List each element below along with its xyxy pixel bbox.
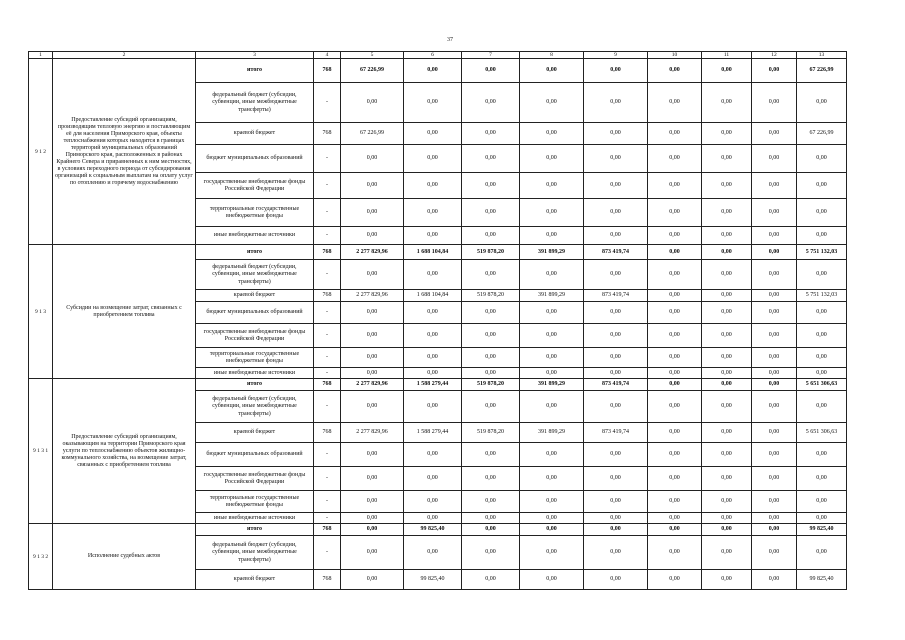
value-cell: 0,00 <box>752 348 797 368</box>
value-cell: 67 226,99 <box>797 123 847 145</box>
value-cell: 0,00 <box>752 524 797 536</box>
value-cell: 0,00 <box>752 368 797 379</box>
value-cell: 0,00 <box>584 443 648 467</box>
value-cell: 2 277 829,96 <box>341 379 404 391</box>
value-cell: 0,00 <box>404 324 462 348</box>
funding-source: бюджет муниципальных образований <box>196 302 314 324</box>
value-cell: 0,00 <box>462 536 520 570</box>
value-cell: 0,00 <box>752 260 797 290</box>
value-cell: 0,00 <box>648 536 702 570</box>
value-cell: 0,00 <box>702 391 752 423</box>
value-cell: 0,00 <box>462 348 520 368</box>
value-cell: 0,00 <box>702 570 752 590</box>
value-cell: 0,00 <box>404 123 462 145</box>
value-cell: 0,00 <box>648 290 702 302</box>
value-cell: 0,00 <box>584 83 648 123</box>
value-cell: 0,00 <box>702 423 752 443</box>
value-cell: 0,00 <box>702 302 752 324</box>
funding-source: федеральный бюджет (субсидии, субвенции, иные межбюджетные трансферты) <box>196 391 314 423</box>
row-code: 9 1 3 <box>29 245 53 379</box>
value-cell: 2 277 829,96 <box>341 245 404 260</box>
value-cell: 0,00 <box>584 348 648 368</box>
value-cell: 0,00 <box>462 83 520 123</box>
value-cell: 0,00 <box>404 368 462 379</box>
column-header: 7 <box>462 52 520 59</box>
value-cell: 0,00 <box>752 199 797 227</box>
value-cell: 67 226,99 <box>341 59 404 83</box>
value-cell: 0,00 <box>462 570 520 590</box>
value-cell: 0,00 <box>584 513 648 524</box>
value-cell: 0,00 <box>404 145 462 173</box>
value-cell: 0,00 <box>797 491 847 513</box>
value-cell: 0,00 <box>752 570 797 590</box>
grbs-code: - <box>314 302 341 324</box>
table-row <box>29 245 847 260</box>
value-cell: 0,00 <box>404 391 462 423</box>
value-cell: 0,00 <box>752 302 797 324</box>
activity-name: Предоставление субсидий организациям, оказывающим на территории Приморского края услуги по теплоснабжению объектов жилищно-коммунального хозяйства, на возмещение затрат, связанных с приобретением топлива <box>53 379 196 524</box>
value-cell: 0,00 <box>404 227 462 245</box>
value-cell: 873 419,74 <box>584 290 648 302</box>
value-cell: 0,00 <box>462 302 520 324</box>
value-cell: 0,00 <box>584 302 648 324</box>
funding-source: федеральный бюджет (субсидии, субвенции, иные межбюджетные трансферты) <box>196 260 314 290</box>
value-cell: 0,00 <box>752 379 797 391</box>
value-cell: 0,00 <box>584 260 648 290</box>
value-cell: 5 651 306,63 <box>797 379 847 391</box>
column-header: 4 <box>314 52 341 59</box>
value-cell: 1 688 104,84 <box>404 245 462 260</box>
value-cell: 0,00 <box>702 227 752 245</box>
value-cell: 0,00 <box>520 145 584 173</box>
funding-source: итого <box>196 379 314 391</box>
value-cell: 99 825,40 <box>797 570 847 590</box>
value-cell: 0,00 <box>648 368 702 379</box>
value-cell: 0,00 <box>752 423 797 443</box>
value-cell: 0,00 <box>648 513 702 524</box>
value-cell: 0,00 <box>341 467 404 491</box>
budget-table <box>28 51 847 590</box>
value-cell: 0,00 <box>404 59 462 83</box>
value-cell: 0,00 <box>462 443 520 467</box>
value-cell: 0,00 <box>404 348 462 368</box>
grbs-code: - <box>314 443 341 467</box>
value-cell: 2 277 829,96 <box>341 423 404 443</box>
value-cell: 873 419,74 <box>584 423 648 443</box>
value-cell: 0,00 <box>648 348 702 368</box>
value-cell: 0,00 <box>520 467 584 491</box>
activity-name: Субсидии на возмещение затрат, связанных с приобретением топлива <box>53 245 196 379</box>
value-cell: 0,00 <box>702 368 752 379</box>
value-cell: 0,00 <box>648 423 702 443</box>
value-cell: 99 825,40 <box>404 570 462 590</box>
value-cell: 0,00 <box>752 491 797 513</box>
column-header: 2 <box>53 52 196 59</box>
funding-source: иные внебюджетные источники <box>196 513 314 524</box>
value-cell: 0,00 <box>797 173 847 199</box>
value-cell: 0,00 <box>702 536 752 570</box>
value-cell: 0,00 <box>584 368 648 379</box>
value-cell: 0,00 <box>584 570 648 590</box>
value-cell: 0,00 <box>752 173 797 199</box>
value-cell: 0,00 <box>797 348 847 368</box>
value-cell: 0,00 <box>584 199 648 227</box>
value-cell: 0,00 <box>462 524 520 536</box>
value-cell: 5 751 132,03 <box>797 290 847 302</box>
funding-source: иные внебюджетные источники <box>196 227 314 245</box>
value-cell: 0,00 <box>797 145 847 173</box>
value-cell: 0,00 <box>797 227 847 245</box>
value-cell: 0,00 <box>797 536 847 570</box>
value-cell: 0,00 <box>648 443 702 467</box>
value-cell: 0,00 <box>702 443 752 467</box>
grbs-code: 768 <box>314 245 341 260</box>
value-cell: 0,00 <box>797 83 847 123</box>
value-cell: 0,00 <box>648 227 702 245</box>
funding-source: краевой бюджет <box>196 570 314 590</box>
value-cell: 391 899,29 <box>520 423 584 443</box>
column-header: 1 <box>29 52 53 59</box>
grbs-code: - <box>314 227 341 245</box>
value-cell: 519 878,20 <box>462 245 520 260</box>
funding-source: государственные внебюджетные фонды Российской Федерации <box>196 467 314 491</box>
column-header: 12 <box>752 52 797 59</box>
value-cell: 0,00 <box>462 59 520 83</box>
value-cell: 0,00 <box>341 173 404 199</box>
value-cell: 67 226,99 <box>341 123 404 145</box>
value-cell: 0,00 <box>702 173 752 199</box>
column-header: 13 <box>797 52 847 59</box>
value-cell: 0,00 <box>648 83 702 123</box>
value-cell: 0,00 <box>648 324 702 348</box>
column-header: 5 <box>341 52 404 59</box>
value-cell: 0,00 <box>520 324 584 348</box>
value-cell: 0,00 <box>702 379 752 391</box>
value-cell: 0,00 <box>520 368 584 379</box>
table-row <box>29 379 847 391</box>
value-cell: 0,00 <box>797 467 847 491</box>
value-cell: 873 419,74 <box>584 379 648 391</box>
value-cell: 0,00 <box>797 368 847 379</box>
grbs-code: 768 <box>314 379 341 391</box>
value-cell: 0,00 <box>702 324 752 348</box>
value-cell: 0,00 <box>520 260 584 290</box>
grbs-code: - <box>314 145 341 173</box>
value-cell: 0,00 <box>584 524 648 536</box>
grbs-code: - <box>314 536 341 570</box>
value-cell: 0,00 <box>520 491 584 513</box>
value-cell: 0,00 <box>520 391 584 423</box>
value-cell: 391 899,29 <box>520 379 584 391</box>
value-cell: 0,00 <box>520 59 584 83</box>
funding-source: территориальные государственные внебюджетные фонды <box>196 491 314 513</box>
value-cell: 0,00 <box>702 245 752 260</box>
value-cell: 0,00 <box>341 524 404 536</box>
funding-source: итого <box>196 59 314 83</box>
funding-source: итого <box>196 524 314 536</box>
value-cell: 0,00 <box>702 467 752 491</box>
value-cell: 0,00 <box>404 83 462 123</box>
value-cell: 0,00 <box>341 391 404 423</box>
funding-source: бюджет муниципальных образований <box>196 443 314 467</box>
value-cell: 0,00 <box>584 59 648 83</box>
value-cell: 0,00 <box>462 145 520 173</box>
value-cell: 0,00 <box>341 324 404 348</box>
value-cell: 0,00 <box>648 145 702 173</box>
value-cell: 0,00 <box>752 391 797 423</box>
value-cell: 0,00 <box>341 145 404 173</box>
funding-source: итого <box>196 245 314 260</box>
value-cell: 99 825,40 <box>404 524 462 536</box>
activity-name: Исполнение судебных актов <box>53 524 196 590</box>
value-cell: 0,00 <box>520 302 584 324</box>
value-cell: 391 899,29 <box>520 245 584 260</box>
value-cell: 5 751 132,03 <box>797 245 847 260</box>
value-cell: 0,00 <box>648 570 702 590</box>
value-cell: 0,00 <box>584 324 648 348</box>
value-cell: 0,00 <box>404 536 462 570</box>
value-cell: 0,00 <box>584 145 648 173</box>
funding-source: краевой бюджет <box>196 123 314 145</box>
value-cell: 0,00 <box>702 199 752 227</box>
value-cell: 0,00 <box>520 83 584 123</box>
value-cell: 0,00 <box>648 245 702 260</box>
value-cell: 0,00 <box>797 513 847 524</box>
grbs-code: - <box>314 513 341 524</box>
page-number: 37 <box>447 37 453 43</box>
value-cell: 0,00 <box>520 199 584 227</box>
value-cell: 0,00 <box>584 227 648 245</box>
value-cell: 0,00 <box>648 467 702 491</box>
value-cell: 0,00 <box>797 443 847 467</box>
value-cell: 0,00 <box>702 524 752 536</box>
value-cell: 0,00 <box>462 467 520 491</box>
value-cell: 0,00 <box>462 199 520 227</box>
value-cell: 0,00 <box>520 524 584 536</box>
value-cell: 0,00 <box>648 123 702 145</box>
row-code: 9 1 3 1 <box>29 379 53 524</box>
value-cell: 0,00 <box>752 59 797 83</box>
value-cell: 0,00 <box>520 513 584 524</box>
row-code: 9 1 2 <box>29 59 53 245</box>
value-cell: 0,00 <box>341 227 404 245</box>
value-cell: 0,00 <box>341 302 404 324</box>
value-cell: 0,00 <box>752 467 797 491</box>
value-cell: 0,00 <box>462 324 520 348</box>
value-cell: 5 651 306,63 <box>797 423 847 443</box>
value-cell: 0,00 <box>341 260 404 290</box>
grbs-code: - <box>314 324 341 348</box>
value-cell: 519 878,20 <box>462 379 520 391</box>
value-cell: 0,00 <box>584 491 648 513</box>
value-cell: 0,00 <box>520 348 584 368</box>
value-cell: 0,00 <box>520 536 584 570</box>
grbs-code: 768 <box>314 524 341 536</box>
column-header: 10 <box>648 52 702 59</box>
grbs-code: - <box>314 173 341 199</box>
value-cell: 0,00 <box>404 199 462 227</box>
funding-source: федеральный бюджет (субсидии, субвенции, иные межбюджетные трансферты) <box>196 83 314 123</box>
table-row <box>29 59 847 83</box>
activity-name: Предоставление субсидий организациям, производящим тепловую энергию и поставляющим её для населения Приморского края, объекты теплоснабжения которых находятся в границах территорий муниципальных образований Приморского края, расположенных в районах Крайнего Севера и приравненных к ним местностях, в условиях переходного периода от субсидирования организаций к социальным выплатам на оплату услуг по отоплению и горячему водоснабжению <box>53 59 196 245</box>
value-cell: 0,00 <box>462 173 520 199</box>
value-cell: 2 277 829,96 <box>341 290 404 302</box>
value-cell: 0,00 <box>752 324 797 348</box>
grbs-code: 768 <box>314 123 341 145</box>
value-cell: 1 588 279,44 <box>404 423 462 443</box>
value-cell: 0,00 <box>797 260 847 290</box>
value-cell: 0,00 <box>702 348 752 368</box>
value-cell: 1 688 104,84 <box>404 290 462 302</box>
value-cell: 0,00 <box>584 391 648 423</box>
funding-source: федеральный бюджет (субсидии, субвенции, иные межбюджетные трансферты) <box>196 536 314 570</box>
value-cell: 0,00 <box>520 443 584 467</box>
value-cell: 0,00 <box>404 467 462 491</box>
value-cell: 0,00 <box>341 513 404 524</box>
value-cell: 0,00 <box>797 391 847 423</box>
value-cell: 0,00 <box>404 513 462 524</box>
value-cell: 0,00 <box>702 145 752 173</box>
table-row <box>29 524 847 536</box>
funding-source: краевой бюджет <box>196 423 314 443</box>
column-header: 9 <box>584 52 648 59</box>
value-cell: 0,00 <box>797 199 847 227</box>
value-cell: 0,00 <box>752 123 797 145</box>
column-header: 6 <box>404 52 462 59</box>
value-cell: 0,00 <box>648 173 702 199</box>
grbs-code: 768 <box>314 423 341 443</box>
column-header: 8 <box>520 52 584 59</box>
grbs-code: 768 <box>314 59 341 83</box>
value-cell: 0,00 <box>584 123 648 145</box>
grbs-code: 768 <box>314 290 341 302</box>
funding-source: краевой бюджет <box>196 290 314 302</box>
value-cell: 0,00 <box>752 245 797 260</box>
value-cell: 0,00 <box>702 83 752 123</box>
value-cell: 0,00 <box>404 491 462 513</box>
value-cell: 519 878,20 <box>462 290 520 302</box>
value-cell: 0,00 <box>341 536 404 570</box>
value-cell: 0,00 <box>752 443 797 467</box>
value-cell: 0,00 <box>341 368 404 379</box>
funding-source: бюджет муниципальных образований <box>196 145 314 173</box>
funding-source: государственные внебюджетные фонды Российской Федерации <box>196 173 314 199</box>
column-header: 3 <box>196 52 314 59</box>
value-cell: 0,00 <box>462 391 520 423</box>
value-cell: 0,00 <box>404 260 462 290</box>
grbs-code: - <box>314 199 341 227</box>
value-cell: 0,00 <box>341 83 404 123</box>
value-cell: 0,00 <box>752 145 797 173</box>
value-cell: 0,00 <box>702 123 752 145</box>
header-row <box>29 52 847 59</box>
value-cell: 0,00 <box>702 290 752 302</box>
value-cell: 0,00 <box>702 59 752 83</box>
value-cell: 0,00 <box>648 260 702 290</box>
grbs-code: - <box>314 260 341 290</box>
value-cell: 873 419,74 <box>584 245 648 260</box>
value-cell: 0,00 <box>341 199 404 227</box>
value-cell: 0,00 <box>702 513 752 524</box>
value-cell: 0,00 <box>752 513 797 524</box>
value-cell: 0,00 <box>462 227 520 245</box>
value-cell: 0,00 <box>648 524 702 536</box>
value-cell: 0,00 <box>648 302 702 324</box>
value-cell: 0,00 <box>797 324 847 348</box>
value-cell: 0,00 <box>341 443 404 467</box>
funding-source: территориальные государственные внебюджетные фонды <box>196 199 314 227</box>
funding-source: иные внебюджетные источники <box>196 368 314 379</box>
value-cell: 0,00 <box>648 391 702 423</box>
value-cell: 0,00 <box>584 536 648 570</box>
value-cell: 0,00 <box>462 491 520 513</box>
value-cell: 0,00 <box>341 348 404 368</box>
value-cell: 0,00 <box>584 467 648 491</box>
value-cell: 519 878,20 <box>462 423 520 443</box>
funding-source: государственные внебюджетные фонды Российской Федерации <box>196 324 314 348</box>
grbs-code: - <box>314 83 341 123</box>
value-cell: 0,00 <box>584 173 648 199</box>
value-cell: 0,00 <box>462 368 520 379</box>
grbs-code: - <box>314 348 341 368</box>
value-cell: 0,00 <box>520 173 584 199</box>
funding-source: территориальные государственные внебюджетные фонды <box>196 348 314 368</box>
grbs-code: - <box>314 391 341 423</box>
value-cell: 0,00 <box>341 570 404 590</box>
value-cell: 0,00 <box>404 173 462 199</box>
value-cell: 0,00 <box>797 302 847 324</box>
value-cell: 0,00 <box>648 491 702 513</box>
value-cell: 0,00 <box>752 290 797 302</box>
value-cell: 0,00 <box>752 227 797 245</box>
value-cell: 0,00 <box>404 302 462 324</box>
value-cell: 0,00 <box>648 379 702 391</box>
value-cell: 0,00 <box>404 443 462 467</box>
column-header: 11 <box>702 52 752 59</box>
value-cell: 0,00 <box>648 59 702 83</box>
grbs-code: - <box>314 368 341 379</box>
value-cell: 0,00 <box>462 513 520 524</box>
value-cell: 0,00 <box>520 570 584 590</box>
grbs-code: - <box>314 467 341 491</box>
value-cell: 1 588 279,44 <box>404 379 462 391</box>
row-code: 9 1 3 2 <box>29 524 53 590</box>
value-cell: 0,00 <box>752 536 797 570</box>
value-cell: 391 899,29 <box>520 290 584 302</box>
value-cell: 0,00 <box>702 491 752 513</box>
value-cell: 0,00 <box>520 123 584 145</box>
value-cell: 0,00 <box>520 227 584 245</box>
value-cell: 99 825,40 <box>797 524 847 536</box>
value-cell: 0,00 <box>341 491 404 513</box>
value-cell: 0,00 <box>462 260 520 290</box>
value-cell: 0,00 <box>752 83 797 123</box>
value-cell: 0,00 <box>702 260 752 290</box>
grbs-code: - <box>314 491 341 513</box>
value-cell: 0,00 <box>462 123 520 145</box>
value-cell: 67 226,99 <box>797 59 847 83</box>
grbs-code: 768 <box>314 570 341 590</box>
value-cell: 0,00 <box>648 199 702 227</box>
